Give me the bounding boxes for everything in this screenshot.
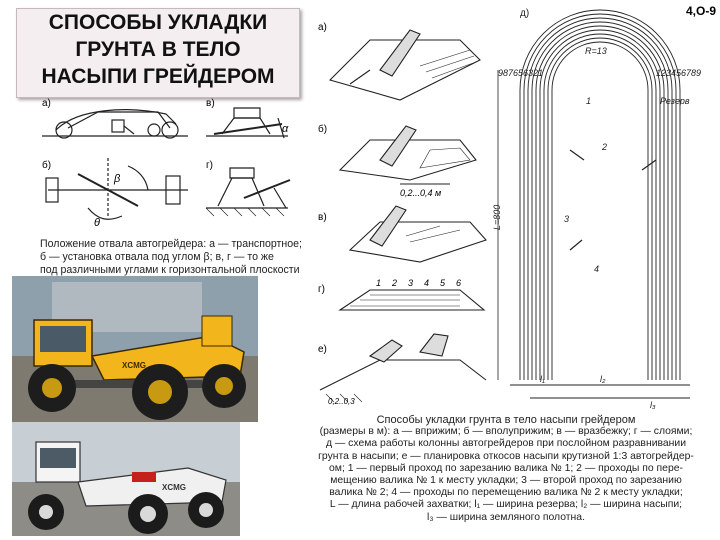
slide-code: 4,О-9 bbox=[685, 4, 716, 18]
pass-label: 3 bbox=[408, 278, 414, 288]
pass-label: 6 bbox=[456, 278, 462, 288]
grader-front-view bbox=[206, 108, 288, 138]
angle-beta-label: β bbox=[114, 173, 121, 185]
angle-alpha-label: α bbox=[282, 123, 289, 135]
slide-title bbox=[16, 8, 300, 98]
plan-marker-4: 4 bbox=[594, 264, 600, 274]
blade-positions-caption bbox=[40, 238, 302, 277]
scheme-a-label: а) bbox=[318, 22, 327, 33]
caption-title: Способы укладки грунта в тело насыпи грейдером bbox=[376, 414, 636, 426]
caption-line: валика № 2; 4 — проходы по перемещению валика № 2 к месту укладки; bbox=[329, 487, 683, 499]
label-b: б) bbox=[42, 160, 52, 171]
white-grader-brand: XCMG bbox=[162, 483, 186, 492]
plan-marker-3: 3 bbox=[564, 214, 570, 224]
white-grader-photo bbox=[12, 422, 240, 536]
caption-line: грунта в насыпи; е — планировка откосов насыпи крутизной 1:3 автогрейдер- bbox=[318, 450, 694, 462]
placement-methods-caption bbox=[296, 414, 716, 524]
label-a: а) bbox=[42, 98, 51, 109]
yellow-grader-brand: XCMG bbox=[122, 361, 146, 370]
scheme-b-label: б) bbox=[318, 124, 328, 135]
scheme-depth-label: 0,2...0,4 м bbox=[400, 188, 442, 198]
plan-l2: l₂ bbox=[600, 374, 606, 384]
grader-blade-positions-diagram bbox=[38, 98, 300, 238]
scheme-e-label: е) bbox=[318, 344, 327, 355]
plan-right-seq: 123456789 bbox=[656, 68, 702, 78]
plan-marker-2: 2 bbox=[602, 142, 608, 152]
blade-caption-line-2: б — установка отвала под углом β; в, г — то же bbox=[40, 251, 274, 263]
plan-radius-label: R=13 bbox=[585, 46, 607, 56]
grader-plan-view bbox=[46, 158, 188, 219]
blade-caption-line-3: под различными углами к горизонтальной плоскости bbox=[40, 264, 300, 276]
scheme-layer-label: 0,2..0,3 bbox=[328, 397, 355, 405]
caption-line: L — длина рабочей захватки; l₁ — ширина резерва; l₂ — ширина насыпи; bbox=[329, 499, 683, 511]
plan-reserve-label: Резерв bbox=[660, 96, 690, 106]
title-line-1: СПОСОБЫ УКЛАДКИ bbox=[48, 11, 268, 34]
scheme-v bbox=[350, 206, 486, 262]
plan-length-label: L=800 bbox=[492, 204, 502, 230]
blade-caption-line-1: Положение отвала автогрейдера: а — транспортное; bbox=[40, 238, 302, 250]
pass-label: 5 bbox=[440, 278, 446, 288]
title-line-3: НАСЫПИ ГРЕЙДЕРОМ bbox=[41, 65, 275, 88]
angle-theta-label: θ bbox=[94, 217, 100, 229]
caption-line: мещению валика № 1 к месту укладки; 3 — второй проход по зарезанию bbox=[330, 475, 682, 487]
scheme-v-label: в) bbox=[318, 212, 327, 223]
plan-left-seq: 987656321 bbox=[498, 68, 544, 78]
caption-line: l₃ — ширина земляного полотна. bbox=[427, 511, 585, 523]
scheme-g bbox=[340, 290, 484, 310]
caption-line: ом; 1 — первый проход по зарезанию валика № 1; 2 — проходы по пере- bbox=[329, 462, 683, 474]
label-v: в) bbox=[206, 98, 215, 109]
plan-marker-1: 1 bbox=[586, 96, 592, 106]
caption-line: д — схема работы колонны автогрейдеров при послойном разравнивании bbox=[325, 438, 687, 450]
scheme-g-label: г) bbox=[318, 284, 325, 295]
grader-blade-angle-view bbox=[206, 168, 290, 216]
caption-line: (размеры в м): а — вприжим; б — вполуприжим; в — вразбежку; г — слоями; bbox=[319, 426, 693, 438]
soil-placement-schemes bbox=[310, 0, 490, 405]
pass-label: 4 bbox=[424, 278, 430, 288]
yellow-grader-photo bbox=[12, 276, 258, 422]
plan-l1: l₁ bbox=[540, 374, 545, 384]
plan-l3: l₃ bbox=[650, 400, 656, 410]
scheme-b bbox=[340, 126, 476, 184]
label-g: г) bbox=[206, 160, 213, 171]
pass-label: 2 bbox=[392, 278, 398, 288]
grader-column-plan bbox=[490, 0, 720, 410]
scheme-e bbox=[320, 334, 486, 402]
pass-label: 1 bbox=[376, 278, 382, 288]
plan-label: д) bbox=[520, 8, 530, 19]
plan-arcs bbox=[520, 10, 680, 380]
title-line-2: ГРУНТА В ТЕЛО bbox=[75, 38, 241, 61]
grader-side-view bbox=[42, 110, 188, 138]
scheme-a bbox=[330, 30, 480, 100]
